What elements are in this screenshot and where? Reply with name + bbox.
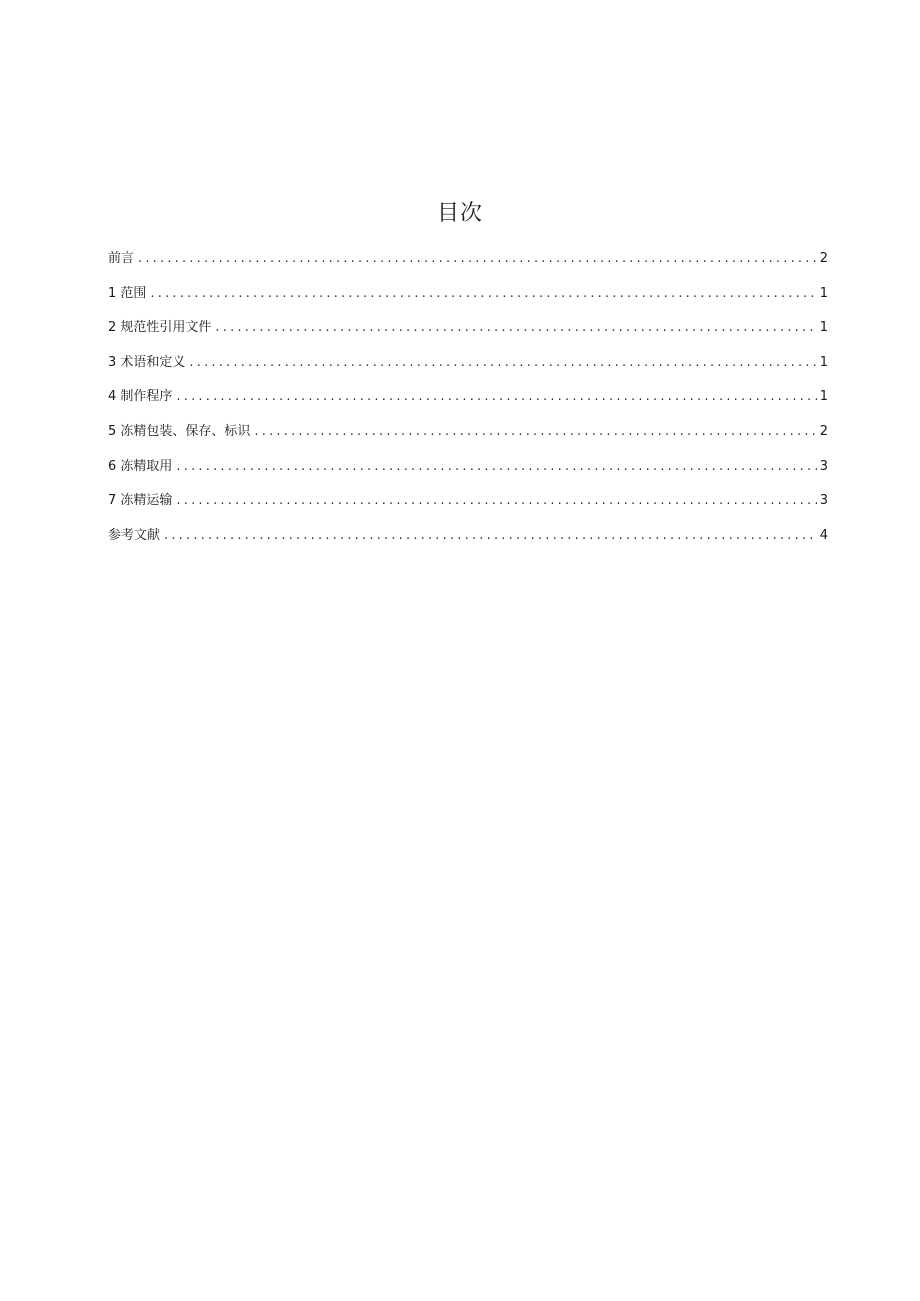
toc-entry[interactable] bbox=[108, 526, 828, 561]
toc-entry-page: 3 bbox=[819, 493, 828, 509]
toc-entry-page: 2 bbox=[819, 251, 828, 266]
toc-entry-page: 1 bbox=[819, 389, 828, 405]
toc-leader-dots bbox=[176, 491, 816, 511]
toc-leader-dots bbox=[189, 353, 816, 373]
toc-entry[interactable] bbox=[108, 387, 828, 422]
toc-entry[interactable] bbox=[108, 353, 828, 388]
toc-entry[interactable] bbox=[108, 457, 828, 492]
toc-leader-dots bbox=[138, 249, 817, 269]
toc-entry-label: 参考文献 bbox=[108, 527, 161, 543]
toc-entry-page: 1 bbox=[819, 285, 828, 301]
toc-entry[interactable] bbox=[108, 491, 828, 526]
toc-entry-label: 5 冻精包装、保存、标识 bbox=[108, 423, 251, 439]
toc-entry-page: 4 bbox=[819, 527, 828, 543]
toc-leader-dots bbox=[254, 422, 816, 442]
toc-entry-label: 2 规范性引用文件 bbox=[108, 320, 212, 336]
toc-entry-page: 3 bbox=[819, 458, 828, 474]
toc-entry-page: 1 bbox=[819, 320, 828, 336]
toc-entry-label: 4 制作程序 bbox=[108, 389, 173, 405]
toc-leader-dots bbox=[176, 457, 816, 477]
toc-entry-label: 6 冻精取用 bbox=[108, 458, 173, 474]
toc-entry[interactable] bbox=[108, 318, 828, 353]
toc-entry-label: 1 范围 bbox=[108, 285, 147, 301]
toc-entry-label: 7 冻精运输 bbox=[108, 493, 173, 509]
toc-entry-page: 1 bbox=[819, 354, 828, 370]
toc-leader-dots bbox=[150, 284, 816, 304]
toc-entry[interactable] bbox=[108, 422, 828, 457]
toc-entry[interactable] bbox=[108, 249, 828, 284]
toc-leader-dots bbox=[215, 318, 816, 338]
toc-list bbox=[108, 249, 828, 560]
toc-entry[interactable] bbox=[108, 284, 828, 319]
toc-leader-dots bbox=[164, 526, 817, 546]
toc-entry-page: 2 bbox=[819, 423, 828, 439]
toc-entry-label: 3 术语和定义 bbox=[108, 354, 186, 370]
toc-entry-label: 前言 bbox=[108, 251, 135, 266]
toc-leader-dots bbox=[176, 387, 816, 407]
toc-title: 目次 bbox=[436, 201, 483, 226]
